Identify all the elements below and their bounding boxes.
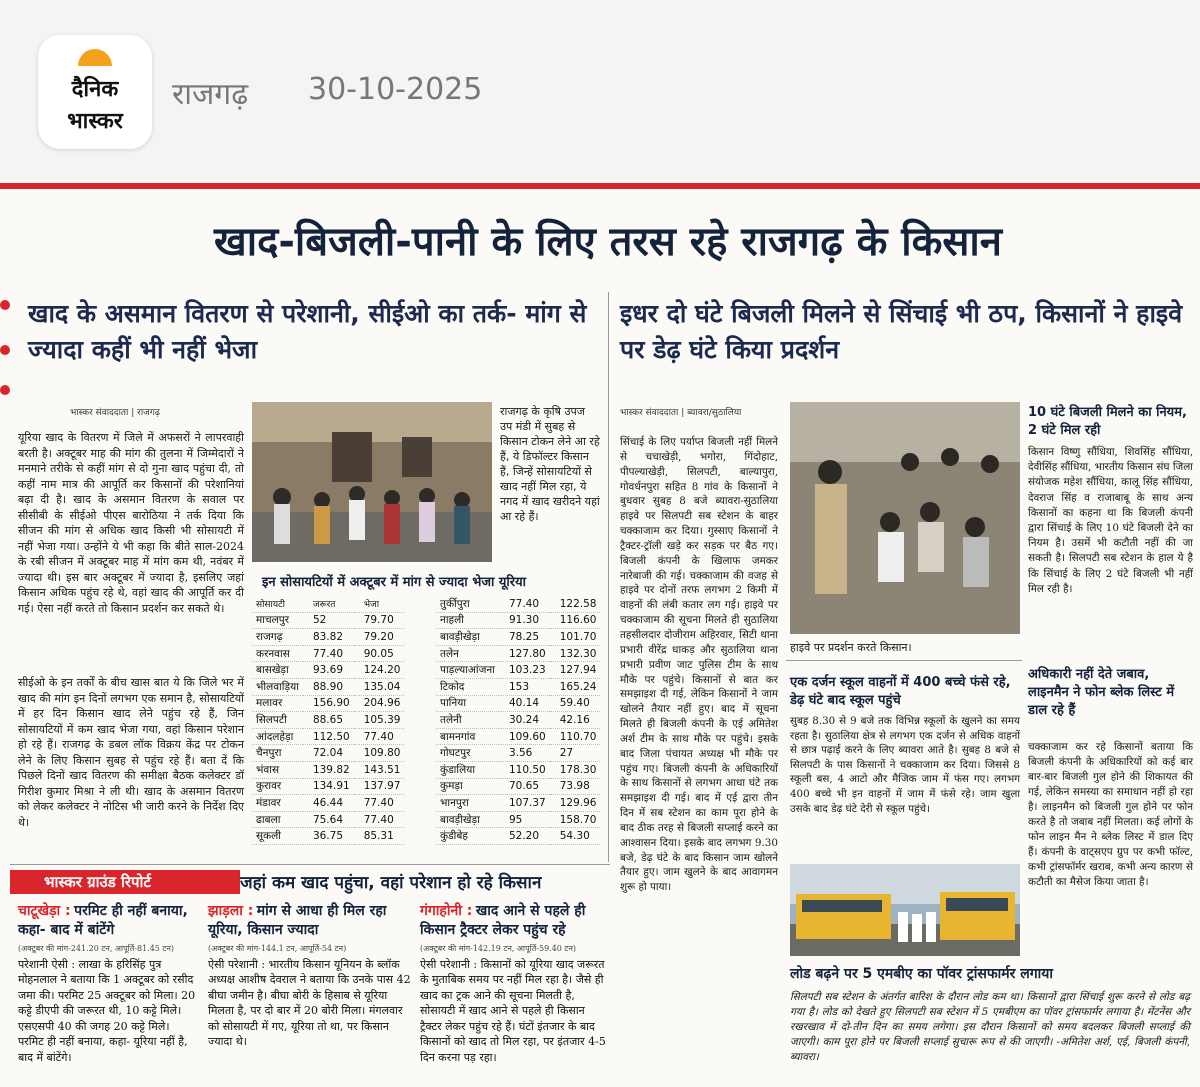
table-row: [436, 828, 600, 845]
demand-cell: 77.40: [303, 645, 354, 662]
supplied-cell: 110.70: [550, 728, 601, 745]
supplied-cell: भेजा: [354, 596, 405, 612]
table-row: [252, 678, 404, 695]
demand-cell: 107.37: [499, 795, 550, 812]
table-row: [436, 745, 600, 762]
table-row: [252, 728, 404, 745]
supplied-cell: 79.20: [354, 629, 405, 646]
brand-line2: भास्कर: [67, 109, 123, 134]
left-byline: भास्कर संवाददाता | राजगढ़: [70, 408, 160, 418]
left-body-para2: सीईओ के इन तर्कों के बीच खास बात ये कि जिले भर में खाद की मांग इन दिनों लगभग एक समान है, सोसायटियों में हर दिन किसान खाद लेने पहुंच रहे हैं, जिन सोसायटियों में कम खाद भेजा गया, वहां किसान परेशान हो रहे हैं। राजगढ़ के डबल लॉक विक्रय केंद्र पर टोकन लेने के लिए किसान सुबह से पहुंच रहे हैं। बता दें कि पिछले दिनों खाद वितरण की समीक्षा बैठक कलेक्टर डॉ गिरीश कुमार मिश्रा ने ली थी। खाद के असमान वितरण को लेकर कलेक्टर ने नोटिस भी जारी करने के निर्देश दिए थे।: [18, 676, 244, 829]
table-row: [436, 695, 600, 712]
society-name-cell: टिकोद: [436, 678, 499, 695]
demand-cell: 93.69: [303, 662, 354, 679]
place-gangahoni: गंगाहोनी :: [420, 903, 473, 919]
table-row: [436, 712, 600, 729]
demand-cell: 109.60: [499, 728, 550, 745]
side1-body: किसान विष्णु सौंधिया, शिवसिंह सौंधिया, देवीसिंह सौंधिया, भारतीय किसान संघ जिला संयोजक महेश सौंधिया, कालू सिंह सौंधिया, देवराज सिंह व राजाबाबू के साथ अन्य किसानों का कहना था कि बिजली कंपनी द्वारा सिंचाई के लिए 10 घंटे बिजली देने का नियम है। उसमें भी कटौती नहीं की जा सकती है। सिलपटी सब स्टेशन के हाल ये है कि सिंचाई के लिए 2 घंटे बिजली भी नहीं मिल रही है।: [1028, 446, 1193, 595]
left-body-para1: यूरिया खाद के वितरण में जिले में अफसरों ने लापरवाही बरती है। अक्टूबर माह की मांग की तुलना में जिम्मेदारों ने मनमाने तरीके से कहीं मांग से दो गुना खाद पहुंचा दी, तो कहीं नाम मात्र की आपूर्ति कर किसानों की परेशानियां बढ़ा दी है। खाद के असमान वितरण के सवाल पर सीसीबी के सीईओ पीएस बारोठिया ने तर्क दिया कि सीजन की मांग से अधिक खाद किसी भी सोसायटी में नहीं भेजा गया। उन्होंने ये भी कहा कि बीते साल-2024 के रबी सीजन में अक्टूबर माह में मांग कम थी, नवंबर में ज्यादा थी। इस बार अक्टूबर में ज्यादा है, इसलिए जहां किसान अधिक पहुंच रहे थे, वहां खाद की आपूर्ति कर दी गई। ऐसा नहीं करते तो किसान प्रदर्शन कर सकते थे।: [18, 431, 244, 615]
demand-cell: 110.50: [499, 761, 550, 778]
ground-col-3-heading: खाद आने से पहले ही किसान ट्रैक्टर लेकर पहुंच रहे: [420, 903, 586, 938]
ground-col-2-meta: (अक्टूबर की मांग-144.1 टन, आपूर्ति-54 टन): [208, 944, 347, 953]
bullet-marker: [0, 385, 10, 395]
demand-cell: 75.64: [303, 811, 354, 828]
demand-cell: 83.82: [303, 629, 354, 646]
society-name-cell: बावड़ीखेड़ा: [436, 629, 499, 646]
society-name-cell: भंवास: [252, 761, 303, 778]
place-jhadla: झाड़ला :: [208, 903, 254, 919]
supplied-cell: 42.16: [550, 712, 601, 729]
table-row: [436, 645, 600, 662]
fertilizer-queue-photo: [252, 402, 492, 562]
table-row: [252, 645, 404, 662]
society-name-cell: भीलवाड़िया: [252, 678, 303, 695]
society-name-cell: तुर्कीपुरा: [436, 596, 499, 612]
ground-col-3-body: ऐसी परेशानी : किसानों को यूरिया खाद जरूरत के मुताबिक समय पर नहीं मिल रहा है। जैसे ही खाद का ट्रक आने की सूचना मिलती है, सोसायटी में खाद आने से पहले ही किसान ट्रैक्टर लेकर पहुंच रहे हैं। घंटों इंतजार के बाद किसानों को खाद तो मिल रहा, पर इंतजार 4-5 दिन करना पड़ रहा।: [420, 957, 606, 1064]
supplied-cell: 132.30: [550, 645, 601, 662]
top-rule: [0, 183, 1200, 189]
table-row: [436, 795, 600, 812]
society-name-cell: मलावर: [252, 695, 303, 712]
supplied-cell: 127.94: [550, 662, 601, 679]
ground-col-2-heading: मांग से आधा ही मिल रहा यूरिया, किसान ज्यादा: [208, 903, 387, 938]
demand-cell: जरूरत: [303, 596, 354, 612]
society-name-cell: ढाबला: [252, 811, 303, 828]
society-table-right: [436, 596, 600, 845]
table-row: [252, 662, 404, 679]
supplied-cell: 137.97: [354, 778, 405, 795]
demand-cell: 153: [499, 678, 550, 695]
transformer-body: सिलपटी सब स्टेशन के अंतर्गत बारिश के दौरान लोड कम था। किसानों द्वारा सिंचाई शुरू करने से लोड बढ़ गया है। लोड को देखते हुए सिलपटी सब स्टेशन में 5 एमबीएम का पॉवर ट्रांसफार्मर लगाया है। मेंटनेंस और रखरखाव में दो-तीन दिन का समय लगेगा। इस दौरान किसानों को समय बदलकर बिजली सप्लाई की जाएगी। काम पूरा होने पर बिजली सप्लाई सुचारू रूप से की जाएगी। -अमितेश अर्श, एई, बिजली कंपनी, ब्यावरा।: [790, 991, 1190, 1063]
table-row: [436, 811, 600, 828]
table-row: [436, 629, 600, 646]
demand-cell: 52.20: [499, 828, 550, 845]
transformer-heading: लोड बढ़ने पर 5 एमबीए का पॉवर ट्रांसफार्मर लगाया: [790, 966, 1054, 982]
supplied-cell: 101.70: [550, 629, 601, 646]
ground-report-banner: भास्कर ग्राउंड रिपोर्ट: [10, 870, 240, 894]
ground-col-2: [208, 902, 413, 1050]
society-name-cell: नाहली: [436, 612, 499, 629]
right-subhead: इधर दो घंटे बिजली मिलने से सिंचाई भी ठप, किसानों ने हाइवे पर डेढ़ घंटे किया प्रदर्शन: [620, 299, 1183, 364]
school-bus-art: [790, 864, 1020, 956]
demand-cell: 70.65: [499, 778, 550, 795]
society-name-cell: बामनगांव: [436, 728, 499, 745]
society-name-cell: पाड़ल्याआंजना: [436, 662, 499, 679]
table-title: इन सोसायटियों में अक्टूबर में मांग से ज्यादा भेजा यूरिया: [262, 575, 527, 590]
table-row: [252, 629, 404, 646]
brand-logo[interactable]: [38, 35, 152, 149]
table-row: [436, 612, 600, 629]
supplied-cell: 116.60: [550, 612, 601, 629]
demand-cell: 40.14: [499, 695, 550, 712]
queue-photo-art: [252, 402, 492, 562]
supplied-cell: 135.04: [354, 678, 405, 695]
table-row: [436, 778, 600, 795]
school-heading: एक दर्जन स्कूल वाहनों में 400 बच्चे फंसे रहे, डेढ़ घंटे बाद स्कूल पहुंचे: [790, 675, 1011, 708]
edition-city: राजगढ़: [172, 77, 249, 112]
demand-cell: 30.24: [499, 712, 550, 729]
table-row: [436, 678, 600, 695]
supplied-cell: 158.70: [550, 811, 601, 828]
bullet-marker: [0, 300, 10, 310]
table-row: [436, 596, 600, 612]
ground-col-1: [18, 902, 198, 1065]
society-name-cell: मंडावर: [252, 795, 303, 812]
demand-cell: 103.23: [499, 662, 550, 679]
side2-heading: अधिकारी नहीं देते जबाव, लाइनमैन ने फोन ब्लेक लिस्ट में डाल रहे हैं: [1028, 667, 1175, 718]
society-name-cell: कुंडीबेह: [436, 828, 499, 845]
section-divider: [786, 660, 1022, 661]
ground-col-2-body: ऐसी परेशानी : भारतीय किसान यूनियन के ब्लॉक अध्यक्ष आशीष देवराल ने बताया कि उनके पास 42 बीघा जमीन है। बीघा बोरी के हिसाब से यूरिया मिलता है, पर दो बार में 20 बोरी मिला। मंगलवार को सोसायटी में गए, यूरिया तो था, पर किसान ज्यादा थे।: [208, 957, 411, 1048]
supplied-cell: 79.70: [354, 612, 405, 629]
table-row: [252, 795, 404, 812]
demand-cell: 77.40: [499, 596, 550, 612]
table-row: [252, 695, 404, 712]
column-divider: [608, 292, 609, 862]
demand-cell: 78.25: [499, 629, 550, 646]
table-row: [252, 712, 404, 729]
supplied-cell: 124.20: [354, 662, 405, 679]
demand-cell: 36.75: [303, 828, 354, 845]
supplied-cell: 143.51: [354, 761, 405, 778]
supplied-cell: 122.58: [550, 596, 601, 612]
demand-cell: 156.90: [303, 695, 354, 712]
supplied-cell: 165.24: [550, 678, 601, 695]
brand-line1: दैनिक: [71, 77, 119, 102]
bullet-marker: [0, 345, 10, 355]
queue-photo-caption: राजगढ़ के कृषि उपज उप मंडी में सुबह से किसान टोकन लेने आ रहे हैं, ये डिफॉल्टर किसान हैं, जिन्हें सोसायटियों से खाद नहीं मिल रहा, ये नगद में खाद खरीदने यहां आ रहे हैं।: [500, 405, 600, 523]
demand-cell: 52: [303, 612, 354, 629]
supplied-cell: 73.98: [550, 778, 601, 795]
demand-cell: 72.04: [303, 745, 354, 762]
society-name-cell: बासखेड़ा: [252, 662, 303, 679]
society-name-cell: सिलपटी: [252, 712, 303, 729]
ground-col-1-heading: परमिट ही नहीं बनाया, कहा- बाद में बांटेंगे: [18, 903, 188, 938]
demand-cell: 112.50: [303, 728, 354, 745]
table-row: [436, 761, 600, 778]
school-body: सुबह 8.30 से 9 बजे तक विभिन्न स्कूलों के खुलने का समय रहता है। सुठालिया क्षेत्र से लगभग एक दर्जन से अधिक वाहनों से छात्र पढ़ाई करने के लिए ब्यावरा आते है। सुबह 8 बजे से सिलपटी के पास किसानों ने चक्काजाम कर दिया। जिससे 8 स्कूली बस, 4 आटो और मैजिक जाम में फंस गए। लगभग 400 बच्चे भी इन वाहनों में जाम में फंसे रहे। जाम खुला उसके बाद डेढ़ घंटे देरी से स्कूल पहुंचे।: [790, 715, 1020, 815]
supplied-cell: 178.30: [550, 761, 601, 778]
supplied-cell: 85.31: [354, 828, 405, 845]
supplied-cell: 59.40: [550, 695, 601, 712]
society-name-cell: आंदलहेड़ा: [252, 728, 303, 745]
supplied-cell: 54.30: [550, 828, 601, 845]
society-table-left: [252, 596, 404, 845]
supplied-cell: 204.96: [354, 695, 405, 712]
demand-cell: 3.56: [499, 745, 550, 762]
society-name-cell: बावड़ीखेड़ा: [436, 811, 499, 828]
protest-photo-art: [790, 402, 1020, 634]
ground-col-1-meta: (अक्टूबर की मांग-241.20 टन, आपूर्ति-81.45 टन): [18, 944, 175, 953]
supplied-cell: 77.40: [354, 728, 405, 745]
protest-photo: [790, 402, 1020, 634]
edition-date: 30-10-2025: [308, 72, 483, 107]
table-row: [252, 761, 404, 778]
table-row: [252, 811, 404, 828]
table-row: [252, 745, 404, 762]
society-name-cell: कुरावर: [252, 778, 303, 795]
society-name-cell: पानिया: [436, 695, 499, 712]
demand-cell: 91.30: [499, 612, 550, 629]
demand-cell: 88.65: [303, 712, 354, 729]
ground-col-1-body: परेशानी ऐसी : लाखा के हरिसिंह पुत्र मोहनलाल ने बताया कि 1 अक्टूबर को रसीद जमा की। परमिट 25 अक्टूबर को मिला। 20 कट्टे डीएपी की जरूरत थी, 10 कट्टे मिले। एसएसपी 40 की जगह 20 कट्टे मिले। परमिट ही नहीं बनाया, कहा- यूरिया नहीं है, बाद में बांटेंगे।: [18, 957, 196, 1064]
demand-cell: 127.80: [499, 645, 550, 662]
left-subhead: खाद के असमान वितरण से परेशानी, सीईओ का तर्क- मांग से ज्यादा कहीं भी नहीं भेजा: [28, 299, 587, 364]
side1-heading: 10 घंटे बिजली मिलने का नियम, 2 घंटे मिल रही: [1028, 405, 1187, 438]
right-byline: भास्कर संवाददाता | ब्यावरा/सुठालिया: [620, 408, 742, 418]
society-name-cell: भानपुरा: [436, 795, 499, 812]
society-name-cell: करनवास: [252, 645, 303, 662]
table-header-row: [252, 596, 404, 612]
society-name-cell: चैनपुरा: [252, 745, 303, 762]
section-divider: [10, 864, 610, 865]
society-name-cell: माचलपुर: [252, 612, 303, 629]
table-row: [436, 662, 600, 679]
demand-cell: 46.44: [303, 795, 354, 812]
protest-photo-caption: हाइवे पर प्रदर्शन करते किसान।: [790, 641, 912, 654]
table-row: [252, 612, 404, 629]
society-name-cell: सोसायटी: [252, 596, 303, 612]
demand-cell: 88.90: [303, 678, 354, 695]
table-row: [436, 728, 600, 745]
demand-cell: 95: [499, 811, 550, 828]
table-row: [252, 828, 404, 845]
society-name-cell: तलेनी: [436, 712, 499, 729]
ground-col-3-meta: (अक्टूबर की मांग-142.19 टन, आपूर्ति-59.40 टन): [420, 944, 577, 953]
society-name-cell: राजगढ़: [252, 629, 303, 646]
demand-cell: 134.91: [303, 778, 354, 795]
page-headline: खाद-बिजली-पानी के लिए तरस रहे राजगढ़ के किसान: [214, 219, 1002, 265]
supplied-cell: 77.40: [354, 811, 405, 828]
supplied-cell: 129.96: [550, 795, 601, 812]
side2-body: चक्काजाम कर रहे किसानों बताया कि बिजली कंपनी के अधिकारियों को कई बार बार-बार बिजली गुल होने की शिकायत की गई, लेकिन समस्या का समाधान नहीं हो रहा है। लाइनमैन को बिजली गुल होने पर फोन करते है तो जबाब नहीं मिलता। कई लोगों के फोन लाइन मैन ने ब्लेक लिस्ट में डाल दिए हैं। कंपनी के वाट्सएप ग्रुप पर कभी फॉल्ट, कभी ट्रांसफॉर्मर खराब, कभी अन्य कारण से कटौती का मैसेज किया जाता है।: [1028, 741, 1193, 888]
right-body: सिंचाई के लिए पर्याप्त बिजली नहीं मिलने से चचाखेड़ी, भगोरा, गिंदोहाट, पीपल्याखेड़ी, सिलपटी, बाल्यापुरा, गोवर्धनपुरा सहित 8 गांव के किसानों ने बुधवार सुबह 8 बजे ब्यावरा-सुठालिया हाइवे पर सिलपटी सब स्टेशन के बाहर चक्काजाम कर दिया। गुस्साए किसानों ने ट्रैक्टर-ट्रॉली खड़े कर सड़क पर बैठ गए। बिजली कंपनी के खिलाफ जमकर नारेबाजी की गई। चक्काजाम की वजह से हाइवे पर दोनों तरफ लगभग 2 किमी में वाहनों की लंबी कतार लग गई। हाइवे पर चक्काजाम की सूचना मिलते ही सुठालिया तहसीलदार दोजीराम अहिरवार, सिटी थाना प्रभारी वीरेंद्र धाकड़ और सुठालिया थाना प्रभारी प्रवीण जाट पुलिस टीम के साथ मौके पर पहुंचे। किसानों से बात कर समझाइश दी गई, लेकिन किसानों ने जाम खोलने तैयार नहीं हुए। बाद में सूचना मिलते ही बिजली कंपनी के एई अमितेश अर्श टीम के साथ मौके पर पहुंचे। इसके बाद जिला पंचायत अध्यक्ष भी मौके पर पहुंच गए। बिजली कंपनी के अधिकारियों के साथ किसानों से लगभग आधा घंटे तक समझाइश दी गई। बाद में एई द्वारा तीन दिन में सब स्टेशन का काम पूरा होने के बाद ठीक तरह से बिजली सप्लाई करने का आश्वासन दिया। इसके बाद लगभग 9.30 बजे, डेढ़ घंटे के बाद किसान जाम खोलने तैयार हुए। जाम खुलने के बाद आवागमन शुरू हो पाया।: [620, 436, 778, 894]
table-row: [252, 778, 404, 795]
place-chatukheda: चाटूखेड़ा :: [18, 903, 71, 919]
supplied-cell: 77.40: [354, 795, 405, 812]
demand-cell: 139.82: [303, 761, 354, 778]
ground-report-title: जहां कम खाद पहुंचा, वहां परेशान हो रहे किसान: [240, 873, 542, 893]
ground-col-3: [420, 902, 608, 1065]
school-bus-photo: [790, 864, 1020, 956]
supplied-cell: 27: [550, 745, 601, 762]
supplied-cell: 109.80: [354, 745, 405, 762]
society-name-cell: तलेन: [436, 645, 499, 662]
society-name-cell: गोघटपुर: [436, 745, 499, 762]
society-name-cell: कुमड़ा: [436, 778, 499, 795]
supplied-cell: 105.39: [354, 712, 405, 729]
supplied-cell: 90.05: [354, 645, 405, 662]
society-name-cell: कुंडालिया: [436, 761, 499, 778]
society-name-cell: सूकली: [252, 828, 303, 845]
